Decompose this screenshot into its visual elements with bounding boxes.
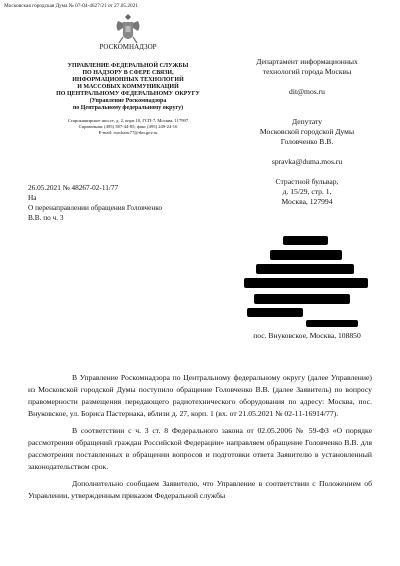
redaction-bar xyxy=(247,308,303,317)
registration-stamp: Московская городская Дума № 07-04-4627/21 от 27.05.2021 xyxy=(4,3,138,9)
redaction-bar xyxy=(283,236,328,245)
recipient-address-line: Страстной бульвар, xyxy=(275,177,339,186)
sender-name-line: УПРАВЛЕНИЕ ФЕДЕРАЛЬНОЙ СЛУЖБЫ xyxy=(67,63,189,69)
sender-name-line: И МАССОВЫХ КОММУНИКАЦИЙ xyxy=(77,84,179,90)
coat-of-arms-icon xyxy=(114,12,142,46)
redaction-bar xyxy=(270,250,342,260)
sender-address xyxy=(28,118,228,136)
recipient-line: технологий города Москвы xyxy=(262,67,352,76)
incoming-ref: На xyxy=(28,193,37,202)
sender-name-line: ИНФОРМАЦИОННЫХ ТЕХНОЛОГИЙ xyxy=(72,77,184,83)
redaction-bar xyxy=(244,278,368,288)
recipient-address-line: Москва, 127994 xyxy=(281,197,333,206)
letter-subject: О перенаправлении обращения Головченко xyxy=(28,203,163,212)
sender-subtitle xyxy=(28,98,228,112)
body-paragraph: В соответствии с ч. 3 ст. 8 Федерального закона от 02.05.2006 № 59-ФЗ «О порядке рассмотрения обращений граждан Российской Федерации» направляем обращение Головченко В.В. для рассмотрения поставленных в обращении вопросов и подготовки ответа Заявителю в установленный законодательством срок. xyxy=(28,426,372,471)
sender-short-name: РОСКОМНАДЗОР xyxy=(99,43,157,51)
recipient-line: Департамент информационных xyxy=(256,57,358,66)
recipient-line: Депутату xyxy=(291,117,323,126)
sender-name-line: ПО ЦЕНТРАЛЬНОМУ ФЕДЕРАЛЬНОМУ ОКРУГУ xyxy=(56,91,200,97)
outgoing-registration xyxy=(28,183,162,223)
recipient-line: Московской городской Думы xyxy=(259,127,355,136)
recipient-email: dit@mos.ru xyxy=(289,87,325,96)
recipient-address-line: д. 15/29, стр. 1, xyxy=(282,187,332,196)
sender-phone-line: Справочная: (495) 587-44-85; факс (495) 249-24-16 xyxy=(78,124,178,129)
body-paragraph: В Управление Роскомнадзора по Центральному федеральному округу (далее Управление) из Московской городской Думы поступило обращение Головченко В.В. (далее Заявитель) по вопросу правомерности размещения передающего радиотехнического оборудования по адресу: Москва, пос. Внуковское, ул. Бориса Пастернака, вблизи д. 27, корп. 1 (вх. от 21.05.2021 № 02-11-16914/77). xyxy=(28,373,372,418)
letter-subject-cont: В.В. по ч. 3 xyxy=(28,213,64,222)
redaction-bar xyxy=(306,320,358,327)
recipients-block xyxy=(228,57,386,207)
sender-name-line: ПО НАДЗОРУ В СФЕРЕ СВЯЗИ, xyxy=(82,70,174,76)
recipient-line: Головченко В.В. xyxy=(280,137,334,146)
recipient-email: spravka@duma.mos.ru xyxy=(271,157,343,166)
redaction-bar xyxy=(254,294,350,304)
sender-email-line: E-mail: rsockanc77@rkn.gov.ru xyxy=(98,130,158,135)
redaction-bar xyxy=(256,264,354,274)
sender-full-name xyxy=(28,63,228,98)
sender-subtitle-line: (Управление Роскомнадзора xyxy=(89,98,167,104)
body-paragraph: Дополнительно сообщаем Заявителю, что Управление в соответствии с Положением об Управлении, утвержденным приказом Федеральной службы xyxy=(28,479,372,500)
sender-subtitle-line: по Центральному федеральному округу) xyxy=(72,105,184,111)
outgoing-number: 26.05.2021 № 48267-02-11/77 xyxy=(28,183,119,192)
sender-address-line: Старокаширское шоссе, д. 2, корп.10, ГСП-7, Москва, 117997 xyxy=(67,118,189,123)
recipient-address-tail: пос. Внуковское, Москва, 108850 xyxy=(253,331,361,340)
sender-block xyxy=(28,43,228,136)
letter-body xyxy=(28,372,372,507)
